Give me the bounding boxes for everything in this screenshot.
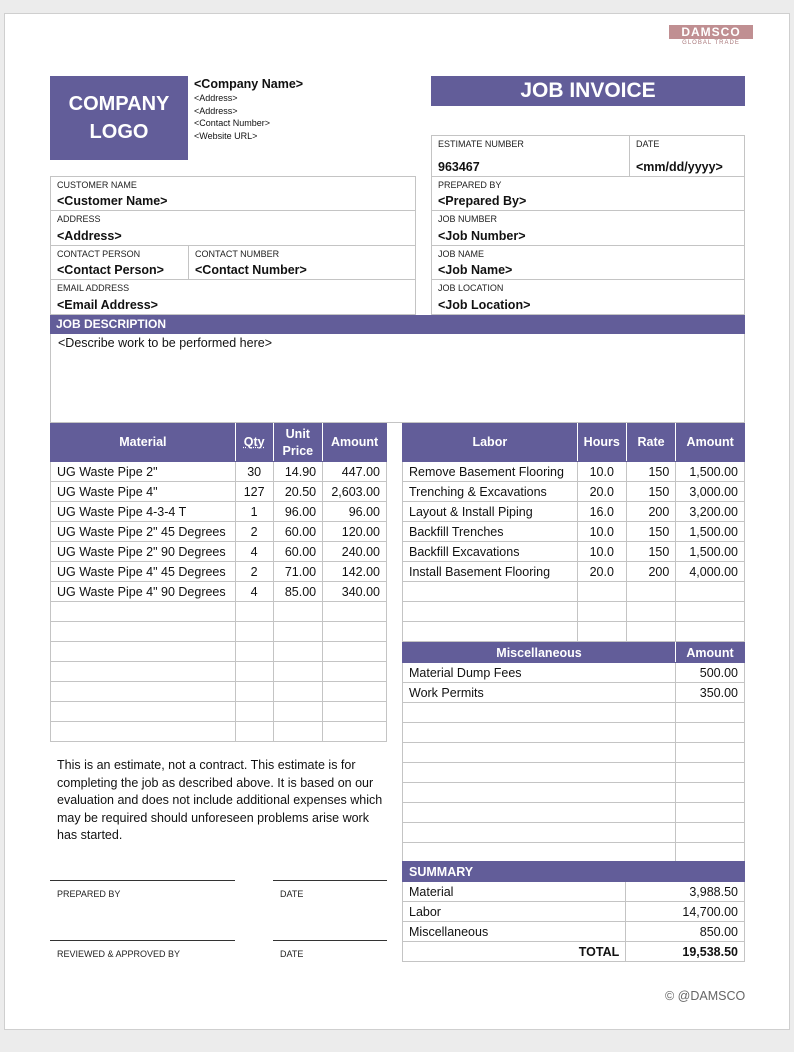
estimate-number-value: 963467 [438, 160, 480, 174]
misc-row-item[interactable] [403, 703, 676, 723]
misc-body [403, 663, 745, 863]
summary-row-misc [403, 922, 745, 942]
misc-amount-header: Amount [676, 643, 745, 663]
material-row-unit-price[interactable]: 14.90 [273, 462, 323, 482]
labor-row [403, 562, 745, 582]
material-row-qty[interactable] [235, 702, 273, 722]
unit-price-header-line2: Price [282, 443, 314, 458]
misc-row-item[interactable] [403, 743, 676, 763]
misc-row [403, 803, 745, 823]
labor-row-amount[interactable]: 1,500.00 [676, 462, 745, 482]
labor-row [403, 542, 745, 562]
signature-date-label-2: DATE [280, 949, 304, 959]
unit-price-header [273, 424, 323, 462]
summary-table [402, 861, 745, 962]
brand-name: DAMSCO [669, 25, 753, 39]
labor-row-hours[interactable]: 20.0 [577, 482, 626, 502]
email-value: <Email Address> [57, 298, 158, 312]
material-row-material[interactable] [51, 722, 236, 742]
material-row [51, 602, 387, 622]
invoice-title: JOB INVOICE [431, 76, 745, 106]
material-row [51, 722, 387, 742]
material-row-material[interactable]: UG Waste Pipe 2" [51, 462, 236, 482]
misc-table [402, 642, 745, 863]
contact-person-field[interactable] [50, 245, 189, 280]
labor-body [403, 462, 745, 642]
material-row [51, 522, 387, 542]
labor-row-labor[interactable] [403, 582, 578, 602]
date-label: DATE [636, 139, 660, 149]
signature-prepared-by-label: PREPARED BY [57, 889, 121, 899]
material-row [51, 542, 387, 562]
misc-row-item[interactable]: Work Permits [403, 683, 676, 703]
summary-header: SUMMARY [403, 862, 745, 882]
material-row-material[interactable] [51, 602, 236, 622]
material-row-qty[interactable]: 1 [235, 502, 273, 522]
summary-total-label: TOTAL [403, 942, 626, 962]
material-row-amount[interactable]: 447.00 [323, 462, 387, 482]
labor-row-hours[interactable]: 10.0 [577, 542, 626, 562]
labor-row [403, 482, 745, 502]
labor-row [403, 602, 745, 622]
misc-row [403, 823, 745, 843]
company-address-2: <Address> [194, 105, 238, 116]
date-signature-line-2[interactable] [273, 940, 387, 941]
material-row-qty[interactable] [235, 642, 273, 662]
material-row-unit-price[interactable]: 60.00 [273, 522, 323, 542]
labor-row-labor[interactable]: Remove Basement Flooring [403, 462, 578, 482]
material-amount-header: Amount [323, 424, 387, 462]
job-location-label: JOB LOCATION [438, 283, 504, 293]
estimate-number-label: ESTIMATE NUMBER [438, 139, 524, 149]
logo-line-1: COMPANY [68, 93, 170, 115]
material-row [51, 682, 387, 702]
misc-row [403, 683, 745, 703]
misc-row [403, 723, 745, 743]
labor-row-amount[interactable] [676, 602, 745, 622]
labor-row-hours[interactable] [577, 622, 626, 642]
material-row-unit-price[interactable]: 20.50 [273, 482, 323, 502]
misc-row [403, 703, 745, 723]
labor-row-amount[interactable]: 3,200.00 [676, 502, 745, 522]
summary-misc-value[interactable]: 850.00 [626, 922, 745, 942]
qty-header: Qty [235, 424, 273, 462]
labor-row-rate[interactable]: 150 [626, 522, 676, 542]
misc-row [403, 743, 745, 763]
summary-row-total [403, 942, 745, 962]
signature-date-label-1: DATE [280, 889, 304, 899]
email-label: EMAIL ADDRESS [57, 283, 130, 293]
material-row-material[interactable]: UG Waste Pipe 4" 45 Degrees [51, 562, 236, 582]
misc-row-item[interactable] [403, 763, 676, 783]
labor-amount-header: Amount [676, 424, 745, 462]
job-description-header: JOB DESCRIPTION [50, 315, 745, 334]
labor-row-labor[interactable]: Install Basement Flooring [403, 562, 578, 582]
labor-row-labor[interactable]: Trenching & Excavations [403, 482, 578, 502]
material-row-qty[interactable]: 127 [235, 482, 273, 502]
summary-labor-label: Labor [403, 902, 626, 922]
misc-row-item[interactable] [403, 803, 676, 823]
prepared-by-field[interactable] [431, 176, 745, 211]
contact-number-field[interactable] [188, 245, 416, 280]
misc-row-item[interactable] [403, 823, 676, 843]
date-value: <mm/dd/yyyy> [636, 160, 723, 174]
misc-row [403, 663, 745, 683]
material-row [51, 462, 387, 482]
customer-address-value: <Address> [57, 229, 122, 243]
date-signature-line-1[interactable] [273, 880, 387, 881]
labor-row-amount[interactable]: 1,500.00 [676, 522, 745, 542]
company-website: <Website URL> [194, 130, 258, 141]
summary-misc-label: Miscellaneous [403, 922, 626, 942]
material-header: Material [51, 424, 236, 462]
material-row-material[interactable]: UG Waste Pipe 4" [51, 482, 236, 502]
material-row-amount[interactable] [323, 722, 387, 742]
material-row-amount[interactable]: 96.00 [323, 502, 387, 522]
material-row [51, 622, 387, 642]
material-row [51, 482, 387, 502]
material-row-amount[interactable] [323, 662, 387, 682]
material-row-qty[interactable] [235, 622, 273, 642]
material-row-material[interactable] [51, 702, 236, 722]
labor-row [403, 522, 745, 542]
prepared-by-value: <Prepared By> [438, 194, 527, 208]
rate-header: Rate [626, 424, 676, 462]
labor-row-labor[interactable]: Backfill Trenches [403, 522, 578, 542]
material-row-unit-price[interactable]: 96.00 [273, 502, 323, 522]
summary-material-label: Material [403, 882, 626, 902]
material-row [51, 502, 387, 522]
material-row-material[interactable]: UG Waste Pipe 2" 45 Degrees [51, 522, 236, 542]
misc-row-amount[interactable]: 350.00 [676, 683, 745, 703]
misc-row-amount[interactable] [676, 703, 745, 723]
disclaimer-text: This is an estimate, not a contract. This estimate is for completing the job as described above. It is based on our evaluation and does not include additional expenses which may be required should unforeseen problems arise work has started. [57, 758, 383, 842]
contact-number-label: CONTACT NUMBER [195, 249, 280, 259]
labor-row-rate[interactable]: 200 [626, 502, 676, 522]
summary-labor-value[interactable]: 14,700.00 [626, 902, 745, 922]
misc-row-amount[interactable] [676, 763, 745, 783]
labor-row-rate[interactable]: 150 [626, 542, 676, 562]
misc-row-amount[interactable] [676, 723, 745, 743]
labor-header: Labor [403, 424, 578, 462]
prepared-by-signature-line[interactable] [50, 880, 235, 881]
labor-row-amount[interactable] [676, 622, 745, 642]
contact-person-value: <Contact Person> [57, 263, 164, 277]
copyright-text: © @DAMSCO [665, 989, 746, 1003]
job-description-field[interactable]: <Describe work to be performed here> [50, 334, 745, 423]
material-row-unit-price[interactable] [273, 702, 323, 722]
material-row-qty[interactable] [235, 682, 273, 702]
labor-row-rate[interactable]: 150 [626, 462, 676, 482]
misc-row-amount[interactable] [676, 823, 745, 843]
job-number-label: JOB NUMBER [438, 214, 498, 224]
labor-row-amount[interactable] [676, 582, 745, 602]
misc-row-amount[interactable]: 500.00 [676, 663, 745, 683]
material-row-qty[interactable]: 2 [235, 562, 273, 582]
job-location-field[interactable] [431, 279, 745, 315]
material-row [51, 702, 387, 722]
job-name-field[interactable] [431, 245, 745, 280]
material-row-unit-price[interactable]: 71.00 [273, 562, 323, 582]
estimate-number-field[interactable] [431, 135, 630, 177]
misc-header: Miscellaneous [403, 643, 676, 663]
misc-row-amount[interactable] [676, 783, 745, 803]
summary-total-value[interactable]: 19,538.50 [626, 942, 745, 962]
job-name-value: <Job Name> [438, 263, 513, 277]
material-row [51, 582, 387, 602]
misc-row-item[interactable] [403, 783, 676, 803]
material-row-material[interactable] [51, 662, 236, 682]
labor-row [403, 502, 745, 522]
contact-person-label: CONTACT PERSON [57, 249, 141, 259]
labor-table [402, 423, 745, 642]
material-row-qty[interactable]: 30 [235, 462, 273, 482]
customer-name-value: <Customer Name> [57, 194, 168, 208]
material-row [51, 642, 387, 662]
company-name: <Company Name> [194, 77, 304, 91]
material-row-qty[interactable] [235, 722, 273, 742]
material-row-unit-price[interactable] [273, 622, 323, 642]
material-row-unit-price[interactable] [273, 602, 323, 622]
material-row-material[interactable] [51, 622, 236, 642]
materials-table [50, 423, 387, 742]
date-field[interactable] [629, 135, 745, 177]
labor-row-rate[interactable]: 200 [626, 562, 676, 582]
labor-row-hours[interactable]: 10.0 [577, 522, 626, 542]
labor-row-amount[interactable]: 1,500.00 [676, 542, 745, 562]
brand-logo [669, 25, 753, 49]
customer-address-label: ADDRESS [57, 214, 101, 224]
material-row-qty[interactable]: 2 [235, 522, 273, 542]
company-address-1: <Address> [194, 93, 238, 103]
job-location-value: <Job Location> [438, 298, 531, 312]
material-row-unit-price[interactable]: 60.00 [273, 542, 323, 562]
material-row-qty[interactable]: 4 [235, 542, 273, 562]
material-row-material[interactable] [51, 682, 236, 702]
contact-number-value: <Contact Number> [195, 263, 307, 277]
invoice-sheet [4, 13, 790, 1030]
labor-row-hours[interactable]: 20.0 [577, 562, 626, 582]
labor-row-hours[interactable] [577, 582, 626, 602]
summary-row-material [403, 882, 745, 902]
brand-tagline: GLOBAL TRADE [682, 40, 740, 46]
labor-row-rate[interactable] [626, 602, 676, 622]
materials-body [51, 462, 387, 742]
signature-reviewed-by-label: REVIEWED & APPROVED BY [57, 949, 181, 959]
labor-row [403, 622, 745, 642]
material-row-amount[interactable] [323, 602, 387, 622]
labor-row [403, 462, 745, 482]
summary-row-labor [403, 902, 745, 922]
material-row-amount[interactable]: 120.00 [323, 522, 387, 542]
labor-row-labor[interactable] [403, 622, 578, 642]
job-number-field[interactable] [431, 210, 745, 246]
logo-line-2: LOGO [89, 121, 149, 143]
misc-row-amount[interactable] [676, 743, 745, 763]
material-row-material[interactable]: UG Waste Pipe 2" 90 Degrees [51, 542, 236, 562]
material-row-amount[interactable] [323, 642, 387, 662]
material-row-material[interactable] [51, 642, 236, 662]
material-row-amount[interactable]: 240.00 [323, 542, 387, 562]
material-row-amount[interactable] [323, 682, 387, 702]
misc-row-amount[interactable] [676, 803, 745, 823]
material-row-unit-price[interactable] [273, 642, 323, 662]
material-row-material[interactable]: UG Waste Pipe 4" 90 Degrees [51, 582, 236, 602]
material-row-amount[interactable]: 340.00 [323, 582, 387, 602]
customer-name-label: CUSTOMER NAME [57, 180, 137, 190]
misc-row [403, 843, 745, 863]
material-row-amount[interactable] [323, 622, 387, 642]
labor-row-rate[interactable] [626, 622, 676, 642]
labor-row-amount[interactable]: 3,000.00 [676, 482, 745, 502]
job-name-label: JOB NAME [438, 249, 485, 259]
company-contact: <Contact Number> [194, 118, 271, 128]
material-row [51, 662, 387, 682]
hours-header: Hours [577, 424, 626, 462]
misc-row-item[interactable]: Material Dump Fees [403, 663, 676, 683]
material-row-unit-price[interactable] [273, 682, 323, 702]
customer-name-field[interactable] [50, 176, 416, 211]
misc-row-amount[interactable] [676, 843, 745, 863]
material-row-amount[interactable] [323, 702, 387, 722]
labor-row-labor[interactable]: Layout & Install Piping [403, 502, 578, 522]
labor-row-hours[interactable] [577, 602, 626, 622]
material-row-qty[interactable]: 4 [235, 582, 273, 602]
labor-row-hours[interactable]: 16.0 [577, 502, 626, 522]
material-row-unit-price[interactable]: 85.00 [273, 582, 323, 602]
material-row-amount[interactable]: 142.00 [323, 562, 387, 582]
labor-row-hours[interactable]: 10.0 [577, 462, 626, 482]
material-row-qty[interactable] [235, 602, 273, 622]
misc-row [403, 783, 745, 803]
labor-row-rate[interactable]: 150 [626, 482, 676, 502]
labor-row [403, 582, 745, 602]
labor-row-labor[interactable]: Backfill Excavations [403, 542, 578, 562]
material-row-qty[interactable] [235, 662, 273, 682]
customer-address-field[interactable] [50, 210, 416, 246]
job-number-value: <Job Number> [438, 229, 526, 243]
email-field[interactable] [50, 279, 416, 315]
labor-row-labor[interactable] [403, 602, 578, 622]
summary-material-value[interactable]: 3,988.50 [626, 882, 745, 902]
labor-row-amount[interactable]: 4,000.00 [676, 562, 745, 582]
reviewed-by-signature-line[interactable] [50, 940, 235, 941]
material-row-unit-price[interactable] [273, 722, 323, 742]
company-logo [50, 76, 188, 160]
labor-row-rate[interactable] [626, 582, 676, 602]
material-row-material[interactable]: UG Waste Pipe 4-3-4 T [51, 502, 236, 522]
material-row [51, 562, 387, 582]
misc-row [403, 763, 745, 783]
prepared-by-label: PREPARED BY [438, 180, 502, 190]
material-row-unit-price[interactable] [273, 662, 323, 682]
material-row-amount[interactable]: 2,603.00 [323, 482, 387, 502]
misc-row-item[interactable] [403, 723, 676, 743]
misc-row-item[interactable] [403, 843, 676, 863]
unit-price-header-line1: Unit [285, 426, 310, 441]
company-info [194, 77, 303, 142]
